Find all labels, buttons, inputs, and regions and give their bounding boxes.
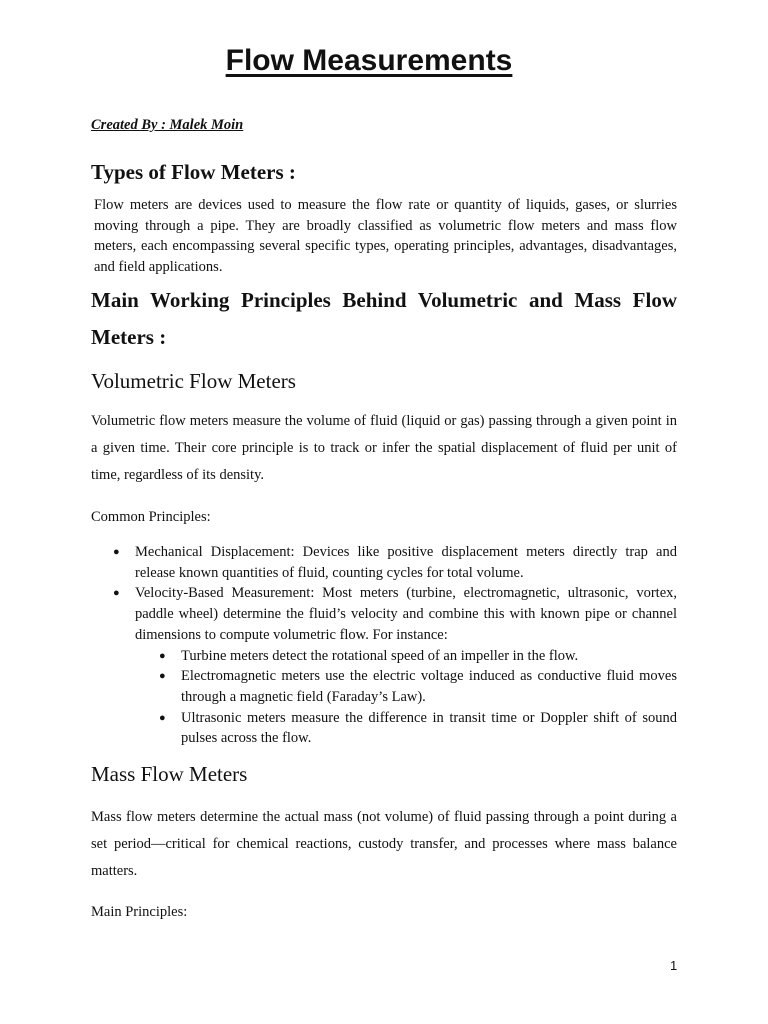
mass-heading: Mass Flow Meters	[91, 762, 248, 786]
types-heading: Types of Flow Meters :	[91, 160, 296, 184]
principles-list	[113, 542, 677, 749]
sub-list-item	[159, 646, 677, 667]
list-item	[113, 583, 677, 749]
volumetric-paragraph: Volumetric flow meters measure the volume of fluid (liquid or gas) passing through a given point in a given time. Their core principle is to track or infer the spatial displacement of fluid per unit of time, regardless of its density.	[91, 413, 677, 483]
intro-paragraph: Flow meters are devices used to measure the flow rate or quantity of liquids, gases, or slurries moving through a pipe. They are broadly classified as volumetric flow meters and mass flow meters, each encompassing several specific types, operating principles, advantages, disadvantages, and field applications.	[94, 197, 677, 276]
document-title: Flow Measurements	[225, 44, 513, 77]
sub-bullet-text: Electromagnetic meters use the electric voltage induced as conductive fluid moves through a magnetic field (Faraday’s Law).	[181, 668, 677, 705]
volumetric-heading: Volumetric Flow Meters	[91, 369, 296, 393]
sub-list-item	[159, 708, 677, 749]
bullet-text: Velocity-Based Measurement: Most meters (turbine, electromagnetic, ultrasonic, vortex, paddle wheel) determine the fluid’s velocity and combine this with known pipe or channel dimensions to compute volumetric flow. For instance:	[135, 585, 677, 643]
sub-bullet-text: Turbine meters detect the rotational speed of an impeller in the flow.	[181, 647, 579, 664]
bullet-text: Mechanical Displacement: Devices like positive displacement meters directly trap and release known quantities of fluid, counting cycles for total volume.	[135, 544, 677, 581]
mass-paragraph: Mass flow meters determine the actual mass (not volume) of fluid passing through a point during a set period—critical for chemical reactions, custody transfer, and processes where mass balance matters.	[91, 809, 677, 879]
common-principles-label: Common Principles:	[91, 509, 211, 525]
sub-list-item	[159, 666, 677, 707]
velocity-sub-list	[159, 646, 677, 750]
main-principles-label: Main Principles:	[91, 904, 188, 920]
sub-bullet-text: Ultrasonic meters measure the difference in transit time or Doppler shift of sound pulses across the flow.	[181, 709, 677, 747]
list-item	[113, 542, 677, 583]
author-line: Created By : Malek Moin	[91, 117, 244, 133]
main-principles-heading: Main Working Principles Behind Volumetric and Mass Flow Meters :	[91, 288, 677, 349]
page-number: 1	[670, 958, 678, 973]
